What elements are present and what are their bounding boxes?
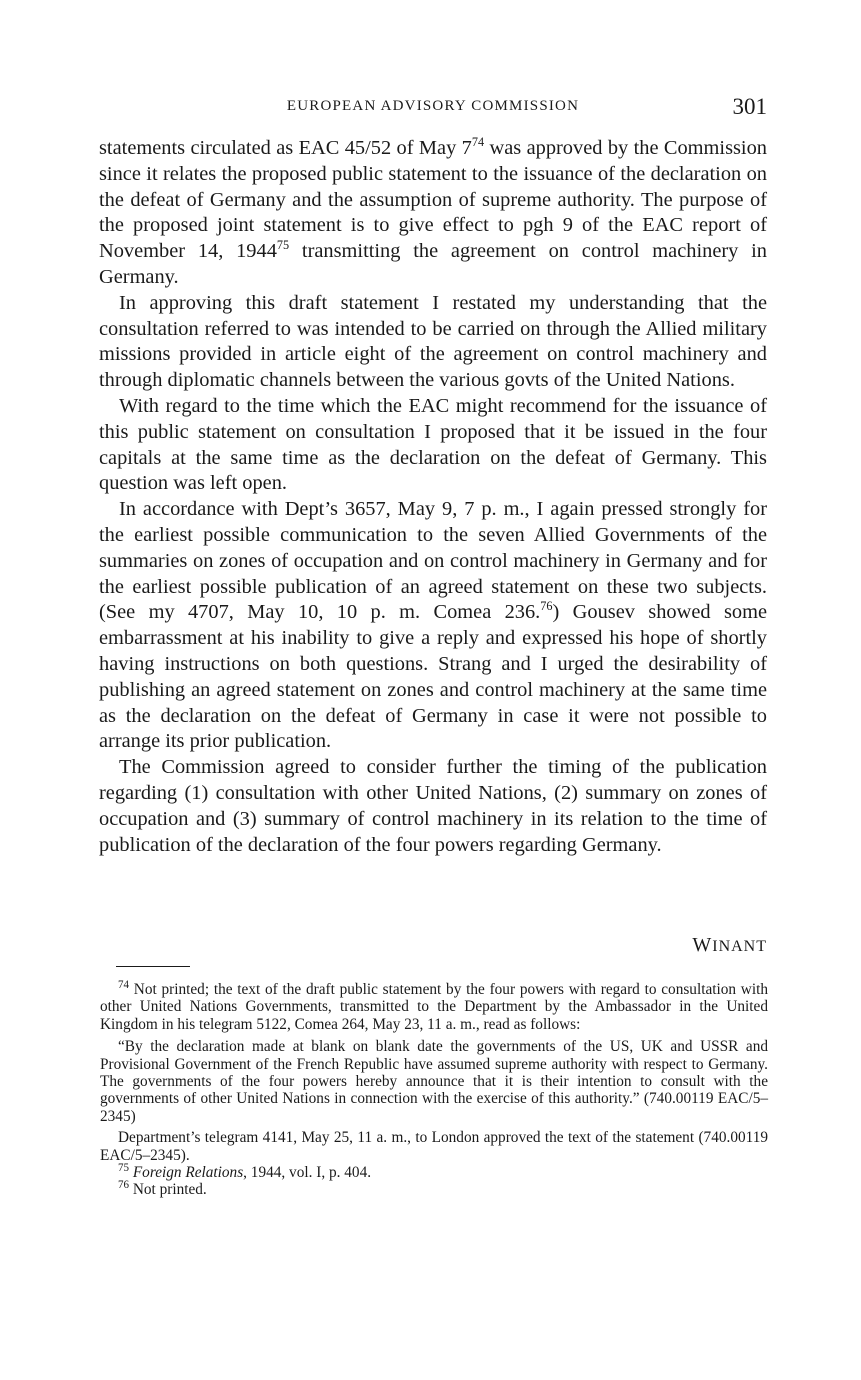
page-header	[99, 94, 767, 120]
footnote-76	[100, 1181, 768, 1198]
footnote-74-quote: “By the declaration made at blank on blank date the governments of the US, UK and USSR and Provisional Government of the French Republic have assumed supreme authority with respect to Germany. The governments of the four powers hereby announce that it is their intention to consult with the governments of other United Nations in connection with the exercise of this authority.” (740.00119 EAC/5–2345)	[100, 1038, 768, 1125]
page-number: 301	[732, 94, 767, 119]
signature-initial: W	[692, 934, 713, 956]
paragraph-5: The Commission agreed to consider further the timing of the publication regarding (1) consultation with other United Nations, (2) summary on zones of occupation and (3) summary of control machinery in its relation to the time of publication of the declaration of the four powers regarding Germany.	[99, 756, 767, 856]
footnote-ref-76: 76	[540, 599, 553, 614]
footnote-76-mark: 76	[118, 1179, 129, 1192]
footnotes	[100, 978, 768, 1199]
paragraph-1	[99, 136, 767, 291]
footnote-75-rest: , 1944, vol. I, p. 404.	[243, 1164, 372, 1182]
footnote-74	[100, 978, 768, 1033]
paragraph-1-part-c: transmitting the agreement on control machinery in Germany.	[99, 240, 767, 288]
running-head: EUROPEAN ADVISORY COMMISSION	[286, 98, 580, 114]
footnote-76-text: Not printed.	[132, 1181, 207, 1199]
footnote-75-mark: 75	[118, 1161, 129, 1174]
paragraph-4-part-a: In accordance with Dept’s 3657, May 9, 7 p. m., I again pressed strongly for the earliest possible communication to the seven Allied Governments of the summaries on zones of occupation and on control machinery in Germany and for the earliest possible publication of an agreed statement on these two subjects. (See my 4707, May 10, 10 p. m. Comea 236.	[99, 498, 767, 624]
paragraph-4	[99, 497, 767, 755]
paragraph-3: With regard to the time which the EAC might recommend for the issuance of this public statement on consultation I proposed that it be issued in the four capitals at the same time as the declaration on the defeat of Germany. This question was left open.	[99, 394, 767, 495]
footnote-ref-74: 74	[471, 135, 485, 150]
paragraph-1-part-b: was approved by the Commission since it relates the proposed public statement to the issuance of the declaration on the defeat of Germany and the assumption of supreme authority. The purpose of the proposed joint statement is to give effect to pgh 9 of the EAC report of November 14, 1944	[99, 137, 767, 263]
footnote-75-title: Foreign Relations	[132, 1164, 244, 1182]
footnote-75	[100, 1161, 768, 1182]
paragraph-2: In approving this draft statement I restated my understanding that the consultation referred to was intended to be carried on through the Allied military missions provided in article eight of the agreement on control machinery and through diplomatic channels between the various govts of the United Nations.	[99, 291, 767, 392]
footnote-ref-75: 75	[276, 238, 290, 253]
footnote-74-department-note: Department’s telegram 4141, May 25, 11 a. m., to London approved the text of the statement (740.00119 EAC/5–2345).	[100, 1129, 768, 1164]
footnote-74-text: Not printed; the text of the draft public statement by the four powers with regard to consultation with other United Nations Governments, transmitted to the Department by the Ambassador in the United Kingdom in his telegram 5122, Comea 264, May 23, 11 a. m., read as follows:	[100, 981, 768, 1033]
paragraph-4-part-b: ) Gousev showed some embarrassment at his inability to give a reply and expressed his hope of shortly having instructions on both questions. Strang and I urged the desirability of publishing an agreed statement on zones and control machinery at the same time as the declaration on the defeat of Germany in case it were not possible to arrange its prior publication.	[99, 601, 767, 753]
paragraph-1-part-a: statements circulated as EAC 45/52 of May 7	[99, 137, 472, 159]
footnote-74-mark: 74	[118, 978, 129, 991]
signature	[99, 934, 767, 957]
signature-rest: INANT	[712, 938, 767, 955]
footnote-divider	[116, 966, 190, 967]
body-text	[99, 136, 767, 858]
